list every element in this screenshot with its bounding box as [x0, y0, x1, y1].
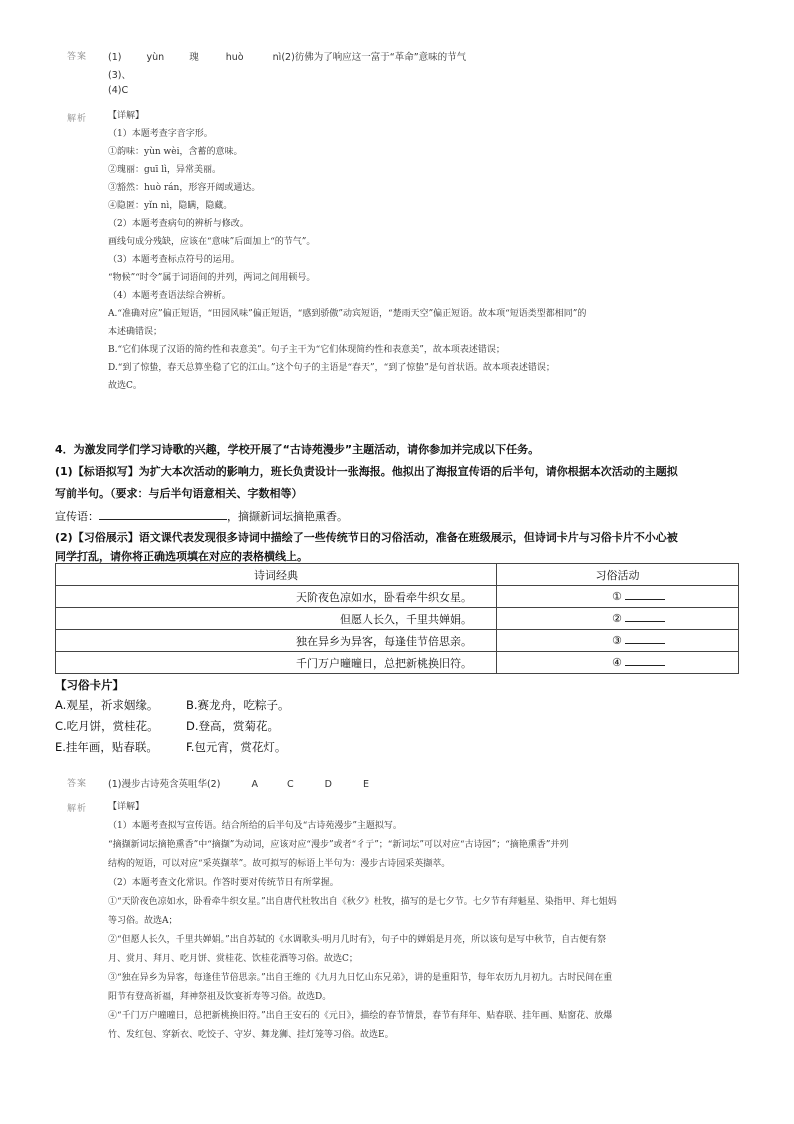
answer-line-1 [108, 49, 466, 63]
table-row [56, 586, 739, 608]
task-2-line-2: 同学打乱，请你将正确选项填在对应的表格横线上。 [55, 550, 308, 563]
choice-4: E [363, 779, 370, 790]
analysis-2-line: 阳节有登高祈福，拜神祭祖及饮宴祈寿等习俗。故选D。 [108, 992, 332, 1002]
answer-blank[interactable] [625, 590, 665, 600]
slot-number: ① [612, 590, 622, 603]
card-f: F.包元宵，赏花灯。 [186, 740, 287, 754]
custom-slot [497, 608, 739, 630]
poem-cell: 天阶夜色凉如水，卧看牵牛织女星。 [56, 586, 497, 608]
analysis-1-line: B.“它们体现了汉语的简约性和表意美”。句子主干为“它们体现简约性和表意美”，故本项表述错误； [108, 345, 505, 355]
analysis-2-line: ④“千门万户曈曈日，总把新桃换旧符。”出自王安石的《元日》，描绘的春节情景，春节有拜年、贴春联、挂年画、贴窗花、放爆 [108, 1011, 613, 1021]
pinyin-3: huò [225, 52, 244, 63]
analysis-1-line: 本述确错误； [108, 327, 163, 337]
card-a: A.观星，祈求姻缘。 [55, 698, 159, 712]
slogan-label: 宣传语： [55, 510, 99, 523]
answer-line-2: (3)、 [108, 70, 131, 81]
analysis-2-line: 月、赏月、拜月、吃月饼、赏桂花、饮桂花酒等习俗。故选C； [108, 954, 358, 964]
card-c: C.吃月饼，赏桂花。 [55, 719, 159, 733]
card-d: D.登高，赏菊花。 [186, 719, 280, 733]
analysis-2-line: ①“天阶夜色凉如水，卧看牵牛织女星。”出自唐代杜牧出自《秋夕》杜牧，描写的是七夕节。七夕节有拜魁星、染指甲、拜七姐妈 [108, 897, 617, 907]
poem-cell: 独在异乡为异客，每逢佳节倍思亲。 [56, 630, 497, 652]
analysis-2-line: ③“独在异乡为异客，每逢佳节倍思亲。”出自王维的《九月九日忆山东兄弟》，讲的是重阳节，每年农历九月初九。古时民间在重 [108, 973, 613, 983]
answer-tag: 答案 [67, 779, 88, 789]
poem-cell: 千门万户曈曈日，总把新桃换旧符。 [56, 652, 497, 674]
question-4-stem: 4．为激发同学们学习诗歌的兴趣，学校开展了“古诗苑漫步”主题活动，请你参加并完成以下任务。 [55, 443, 540, 456]
card-b: B.赛龙舟，吃粽子。 [186, 698, 290, 712]
slogan-blank[interactable] [99, 507, 227, 520]
analysis-2-line: 【详解】 [108, 802, 145, 812]
analysis-1-line: 画线句成分残缺，应该在“意味”后面加上“的节气”。 [108, 237, 316, 247]
pinyin-4: nì [272, 52, 282, 63]
header-poem: 诗词经典 [56, 564, 497, 586]
analysis-1-line: ①韵味：yùn wèi，含蓄的意味。 [108, 147, 243, 157]
pinyin-1: yùn [146, 52, 165, 63]
analysis-2-line: （2）本题考查文化常识。作答时要对传统节日有所掌握。 [108, 878, 339, 888]
table-row [56, 608, 739, 630]
analysis-1-line: ③豁然：huò rán，形容开阔或通达。 [108, 183, 261, 193]
answer-tag: 答案 [67, 52, 88, 62]
slot-number: ③ [612, 634, 622, 647]
analysis-1-line: A.“准确对应”偏正短语，“田园风味”偏正短语，“感到骄傲”动宾短语，“楚雨天空”偏正短语。故本项“短语类型都相同”的 [108, 309, 587, 319]
table-row [56, 630, 739, 652]
answer-2-line [108, 776, 369, 790]
custom-slot [497, 652, 739, 674]
analysis-2-line: （1）本题考查拟写宣传语。结合所给的后半句及“古诗苑漫步”主题拟写。 [108, 821, 402, 831]
answer-part-1-num: (1) [108, 52, 122, 63]
task-1-line-1: (1)【标语拟写】为扩大本次活动的影响力，班长负责设计一张海报。他拟出了海报宣传语的后半句，请你根据本次活动的主题拟 [55, 465, 678, 478]
answer-blank[interactable] [625, 612, 665, 622]
analysis-tag: 解析 [67, 114, 88, 124]
analysis-2-line: 结构的短语，可以对应“采英撷萃”。故可拟写的标语上半句为：漫步古诗园采英撷萃。 [108, 859, 451, 869]
analysis-1-line: “物候”“时令”属于词语间的并列，两词之间用顿号。 [108, 273, 316, 283]
poem-cell: 但愿人长久，千里共婵娟。 [56, 608, 497, 630]
analysis-2-line: “摘撷新词坛摘艳熏香”中“摘撷”为动词，应该对应“漫步”或者“彳亍”；“新词坛”可以对应“古诗园”；“摘艳熏香”并列 [108, 840, 569, 850]
analysis-2-line: 等习俗。故选A； [108, 916, 178, 926]
analysis-2-line: 竹、发红包、穿新衣、吃饺子、守岁、舞龙狮、挂灯笼等习俗。故选E。 [108, 1030, 394, 1040]
header-custom: 习俗活动 [497, 564, 739, 586]
task-2-line-1: (2)【习俗展示】语文课代表发现很多诗词中描绘了一些传统节日的习俗活动，准备在班级展示，但诗词卡片与习俗卡片不小心被 [55, 531, 678, 544]
choice-3: D [324, 779, 332, 790]
answer-line-3: (4)C [108, 85, 129, 96]
slogan-line [55, 507, 348, 524]
analysis-1-line: ②瑰丽：guī lì，异常美丽。 [108, 165, 222, 175]
table-row [56, 652, 739, 674]
analysis-1-line: 故选C。 [108, 381, 142, 391]
answer-part-2: (2)彷佛为了响应这一富于“革命”意味的节气 [281, 52, 467, 63]
task-1-line-2: 写前半句。（要求：与后半句语意相关、字数相等） [55, 487, 303, 500]
analysis-1-line: （3）本题考查标点符号的运用。 [108, 255, 240, 265]
pinyin-2: 瑰 [189, 52, 199, 63]
analysis-1-line: （1）本题考查字音字形。 [108, 129, 213, 139]
slogan-rest: ，摘撷新词坛摘艳熏香。 [227, 510, 348, 523]
slot-number: ② [612, 612, 622, 625]
poem-custom-table [55, 563, 739, 674]
slot-number: ④ [612, 656, 622, 669]
choice-2: C [286, 779, 294, 790]
analysis-2-line: ②“但愿人长久，千里共婵娟。”出自苏轼的《水调歌头·明月几时有》，句子中的婵娟是月亮，所以该句是写中秋节，自古便有祭 [108, 935, 607, 945]
analysis-1-line: （4）本题考查语法综合辨析。 [108, 291, 231, 301]
answer-blank[interactable] [625, 656, 665, 666]
answer-2-text: (1)漫步古诗苑含英咀华(2) [108, 779, 221, 790]
custom-slot [497, 586, 739, 608]
analysis-1-line: D.“到了惊蛰，春天总算坐稳了它的江山。”这个句子的主语是“春天”，“到了惊蛰”是句首状语。故本项表述错误； [108, 363, 555, 373]
analysis-1-line: （2）本题考查病句的辨析与修改。 [108, 219, 249, 229]
custom-slot [497, 630, 739, 652]
choice-1: A [251, 779, 258, 790]
analysis-1-line: 【详解】 [108, 111, 145, 121]
answer-blank[interactable] [625, 634, 665, 644]
analysis-tag: 解析 [67, 804, 88, 814]
table-header-row [56, 564, 739, 586]
analysis-1-line: ④隐匿：yǐn nì，隐瞒，隐藏。 [108, 201, 233, 211]
card-e: E.挂年画，贴春联。 [55, 740, 158, 754]
cards-title: 【习俗卡片】 [55, 678, 124, 692]
